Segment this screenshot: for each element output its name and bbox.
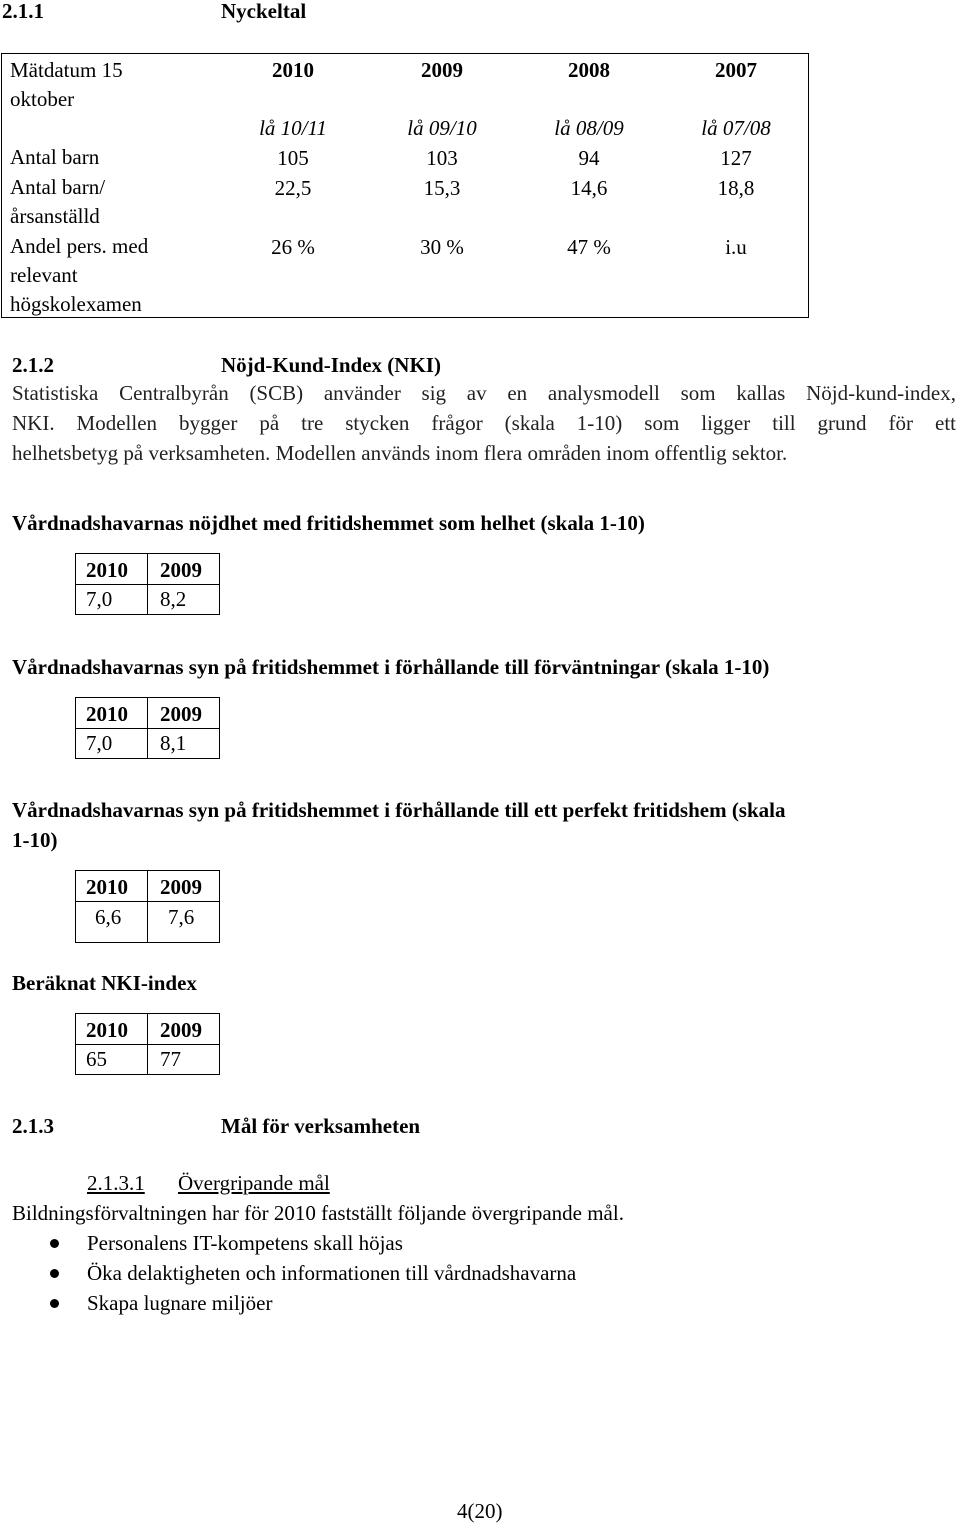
goals-intro: Bildningsförvaltningen har för 2010 fastställt följande övergripande mål. <box>12 1201 624 1225</box>
row-label: Antal barn/årsanställd <box>10 175 106 228</box>
score-value: 7,6 <box>168 905 195 929</box>
school-year-header: lå 07/08 <box>701 116 771 140</box>
school-year-header: lå 09/10 <box>407 116 477 140</box>
bullet-icon <box>50 1239 59 1248</box>
score-value: 7,0 <box>86 731 113 755</box>
table-cell: 30 % <box>420 235 464 259</box>
score-year: 2010 <box>86 875 128 899</box>
year-header: 2008 <box>568 58 610 82</box>
table-cell: 103 <box>426 146 458 170</box>
score-value: 7,0 <box>86 587 113 611</box>
section-number: 2.1.1 <box>2 0 44 23</box>
table-cell: 94 <box>578 146 600 170</box>
score-year: 2010 <box>86 702 128 726</box>
table-cell: 127 <box>720 146 752 170</box>
paragraph-line: helhetsbetyg på verksamheten. Modellen används inom flera områden inom offentlig sektor. <box>12 441 788 465</box>
score-year: 2009 <box>160 558 202 582</box>
key-figures-table <box>1 53 809 318</box>
score-year: 2009 <box>160 702 202 726</box>
bullet-icon <box>50 1299 59 1308</box>
section-title: Nyckeltal <box>221 0 307 23</box>
score-table <box>75 1013 220 1075</box>
subsection-number: 2.1.3.1 <box>87 1171 145 1195</box>
score-value: 65 <box>86 1047 107 1071</box>
score-value: 6,6 <box>95 905 122 929</box>
score-year: 2010 <box>86 558 128 582</box>
paragraph-line: NKI. Modellen bygger på tre stycken frågor (skala 1-10) som ligger till grund för ett <box>12 411 956 435</box>
subsection-title: Övergripande mål <box>178 1171 330 1195</box>
score-year: 2009 <box>160 1018 202 1042</box>
section-title: Nöjd-Kund-Index (NKI) <box>221 353 441 377</box>
table-cell: 26 % <box>271 235 315 259</box>
table-cell: 18,8 <box>717 176 755 200</box>
nki-description <box>12 378 956 468</box>
school-year-header: lå 10/11 <box>259 116 327 140</box>
score-value: 8,2 <box>160 587 187 611</box>
table-header-label: Mätdatum 15 oktober <box>10 58 123 111</box>
year-header: 2010 <box>272 58 314 82</box>
bullet-icon <box>50 1269 59 1278</box>
score-year: 2009 <box>160 875 202 899</box>
section-title: Mål för verksamheten <box>221 1114 421 1138</box>
score-year: 2010 <box>86 1018 128 1042</box>
table-cell: 105 <box>277 146 309 170</box>
page-number: 4(20) <box>457 1499 503 1523</box>
score-heading-continued: 1-10) <box>12 828 58 852</box>
score-table <box>75 697 220 759</box>
goal-item: Öka delaktigheten och informationen till vårdnadshavarna <box>87 1261 577 1285</box>
score-value: 77 <box>160 1047 181 1071</box>
table-cell: 14,6 <box>570 176 608 200</box>
goal-item: Skapa lugnare miljöer <box>87 1291 273 1315</box>
section-number: 2.1.3 <box>12 1114 54 1138</box>
score-heading: Beräknat NKI-index <box>12 971 197 995</box>
score-heading: Vårdnadshavarnas nöjdhet med fritidshemmet som helhet (skala 1-10) <box>12 511 645 535</box>
score-table <box>75 870 220 943</box>
table-cell: 22,5 <box>274 176 312 200</box>
table-cell: i.u <box>725 235 747 259</box>
row-label: Andel pers. med relevant högskolexamen <box>10 234 149 316</box>
school-year-header: lå 08/09 <box>554 116 624 140</box>
table-cell: 47 % <box>567 235 611 259</box>
table-cell: 15,3 <box>423 176 461 200</box>
year-header: 2007 <box>715 58 757 82</box>
goal-item: Personalens IT-kompetens skall höjas <box>87 1231 403 1255</box>
section-number: 2.1.2 <box>12 353 54 377</box>
score-value: 8,1 <box>160 731 187 755</box>
year-header: 2009 <box>421 58 463 82</box>
row-label: Antal barn <box>10 145 100 169</box>
paragraph-line: Statistiska Centralbyrån (SCB) använder sig av en analysmodell som kallas Nöjd-kund-index, <box>12 381 956 405</box>
score-heading: Vårdnadshavarnas syn på fritidshemmet i förhållande till ett perfekt fritidshem (skala <box>12 798 786 822</box>
score-heading: Vårdnadshavarnas syn på fritidshemmet i förhållande till förväntningar (skala 1-10) <box>12 655 770 679</box>
score-table <box>75 553 220 615</box>
